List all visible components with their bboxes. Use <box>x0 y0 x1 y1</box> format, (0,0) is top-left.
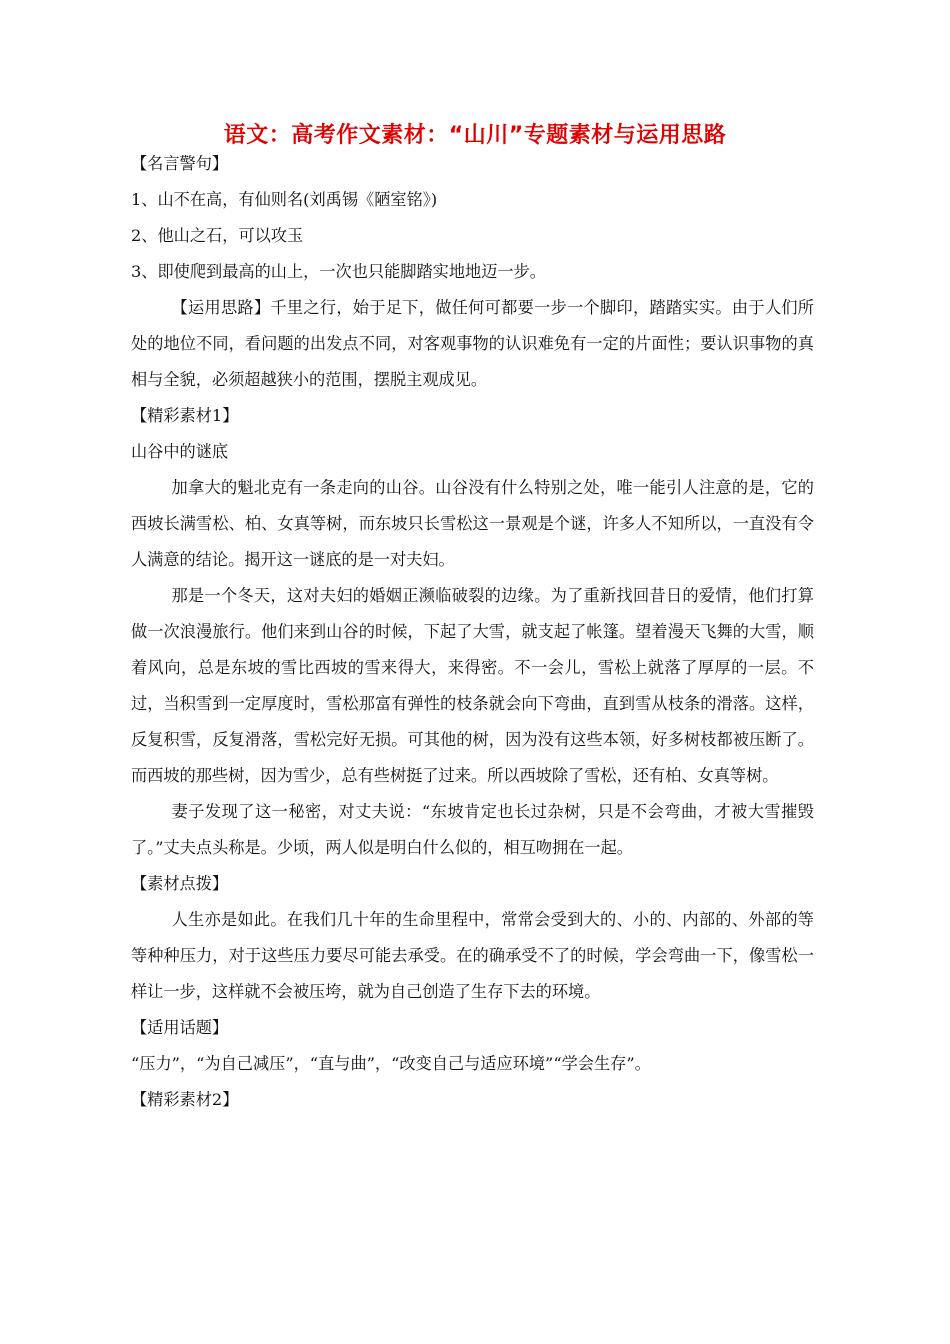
quote-item: 2、他山之石，可以攻玉 <box>131 226 304 245</box>
section-label-material-1: 【精彩素材1】 <box>131 406 239 425</box>
usage-thinking-paragraph: 【运用思路】千里之行，始于足下，做任何可都要一步一个脚印，踏踏实实。由于人们所处的地位不同，看问题的出发点不同，对客观事物的认识难免有一定的片面性；要认识事物的真相与全貌，必须超越狭小的范围，摆脱主观成见。 <box>131 298 814 389</box>
quote-item: 1、山不在高，有仙则名(刘禹锡《陋室铭》) <box>131 190 438 209</box>
material-1-paragraph: 加拿大的魁北克有一条走向的山谷。山谷没有什么特别之处，唯一能引人注意的是，它的西坡长满雪松、柏、女真等树，而东坡只长雪松这一景观是个谜，许多人不知所以，一直没有令人满意的结论。揭开这一谜底的是一对夫妇。 <box>131 478 814 569</box>
material-1-paragraph: 妻子发现了这一秘密，对丈夫说：“东坡肯定也长过杂树，只是不会弯曲，才被大雪摧毁了。”丈夫点头称是。少顷，两人似是明白什么似的，相互吻拥在一起。 <box>131 802 814 857</box>
section-label-material-tips: 【素材点拨】 <box>131 874 229 893</box>
material-1-title: 山谷中的谜底 <box>131 442 229 461</box>
section-label-famous-quotes: 【名言警句】 <box>131 154 229 173</box>
topics-paragraph: “压力”，“为自己减压”，“直与曲”，“改变自己与适应环境”“学会生存”。 <box>131 1054 651 1073</box>
material-1-paragraph: 那是一个冬天，这对夫妇的婚姻正濒临破裂的边缘。为了重新找回昔日的爱情，他们打算做一次浪漫旅行。他们来到山谷的时候，下起了大雪，就支起了帐篷。望着漫天飞舞的大雪，顺着风向，总是东坡的雪比西坡的雪来得大，来得密。不一会儿，雪松上就落了厚厚的一层。不过，当积雪到一定厚度时，雪松那富有弹性的枝条就会向下弯曲，直到雪从枝条的滑落。这样，反复积雪，反复滑落，雪松完好无损。可其他的树，因为没有这些本领，好多树枝都被压断了。而西坡的那些树，因为雪少，总有些树挺了过来。所以西坡除了雪松，还有柏、女真等树。 <box>131 586 814 785</box>
material-tips-paragraph: 人生亦是如此。在我们几十年的生命里程中，常常会受到大的、小的、内部的、外部的等等种种压力，对于这些压力要尽可能去承受。在的确承受不了的时候，学会弯曲一下，像雪松一样让一步，这样就不会被压垮，就为自己创造了生存下去的环境。 <box>131 910 814 1001</box>
document-body <box>131 146 814 1118</box>
quote-item: 3、即使爬到最高的山上，一次也只能脚踏实地地迈一步。 <box>131 262 546 281</box>
document-title: 语文：高考作文素材：“山川”专题素材与运用思路 <box>223 123 727 148</box>
section-label-topics: 【适用话题】 <box>131 1018 229 1037</box>
section-label-material-2: 【精彩素材2】 <box>131 1090 239 1109</box>
